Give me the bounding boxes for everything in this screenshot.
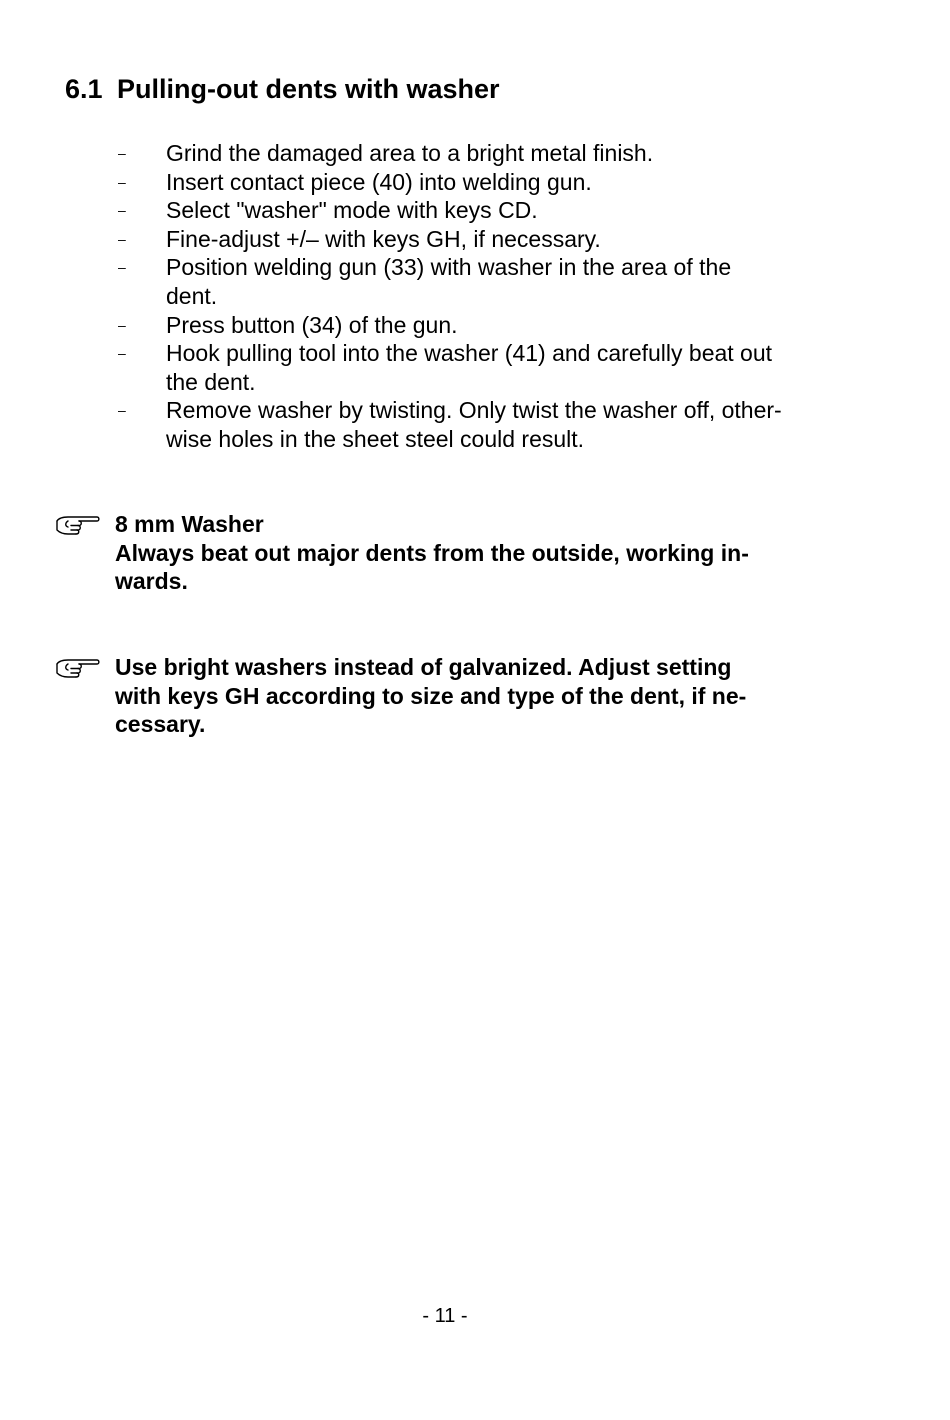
dash-bullet: – — [118, 202, 126, 219]
note-washer-type — [55, 653, 815, 739]
list-item — [118, 311, 838, 340]
list-item — [118, 339, 838, 396]
step-text: Select "washer" mode with keys CD. — [166, 197, 538, 224]
section-title: Pulling-out dents with washer — [117, 74, 500, 104]
dash-bullet: – — [118, 259, 126, 276]
dash-bullet: – — [118, 316, 126, 333]
list-item — [118, 253, 838, 310]
step-text: Remove washer by twisting. Only twist the washer off, other- — [166, 397, 782, 424]
dash-bullet: – — [118, 402, 126, 419]
step-text: Position welding gun (33) with washer in the area of the — [166, 254, 732, 281]
list-item — [118, 139, 838, 168]
step-text: Hook pulling tool into the washer (41) and carefully beat out — [166, 340, 773, 367]
instruction-list — [118, 139, 838, 454]
list-item — [118, 168, 838, 197]
note-washer-size — [55, 510, 815, 596]
list-item — [118, 225, 838, 254]
note-text-continued: with keys GH according to size and type of the dent, if ne- — [115, 682, 747, 709]
list-item — [118, 396, 838, 453]
step-text-continued: the dent. — [166, 368, 256, 395]
note-text: Use bright washers instead of galvanized. Adjust setting — [115, 654, 732, 680]
dash-bullet: – — [118, 230, 126, 247]
section-number: 6.1 — [65, 74, 103, 104]
note-text: Always beat out major dents from the outside, working in- — [115, 539, 749, 566]
pointing-hand-icon — [55, 655, 101, 679]
step-text: Insert contact piece (40) into welding gun. — [166, 168, 592, 195]
step-text: Press button (34) of the gun. — [166, 311, 458, 338]
dash-bullet: – — [118, 345, 126, 362]
pointing-hand-icon — [55, 512, 101, 536]
page-number: - 11 - — [422, 1305, 468, 1327]
section-heading — [65, 70, 500, 108]
dash-bullet: – — [118, 145, 126, 161]
dash-bullet: – — [118, 173, 126, 190]
note-text-continued: wards. — [115, 568, 188, 595]
list-item — [118, 196, 838, 225]
step-text-continued: dent. — [166, 282, 218, 309]
note-text-continued: cessary. — [115, 711, 206, 738]
step-text-continued: wise holes in the sheet steel could result. — [166, 425, 585, 452]
step-text: Fine-adjust +/– with keys GH, if necessary. — [166, 225, 601, 252]
note-heading: 8 mm Washer — [115, 511, 264, 537]
step-text: Grind the damaged area to a bright metal finish. — [166, 140, 654, 166]
